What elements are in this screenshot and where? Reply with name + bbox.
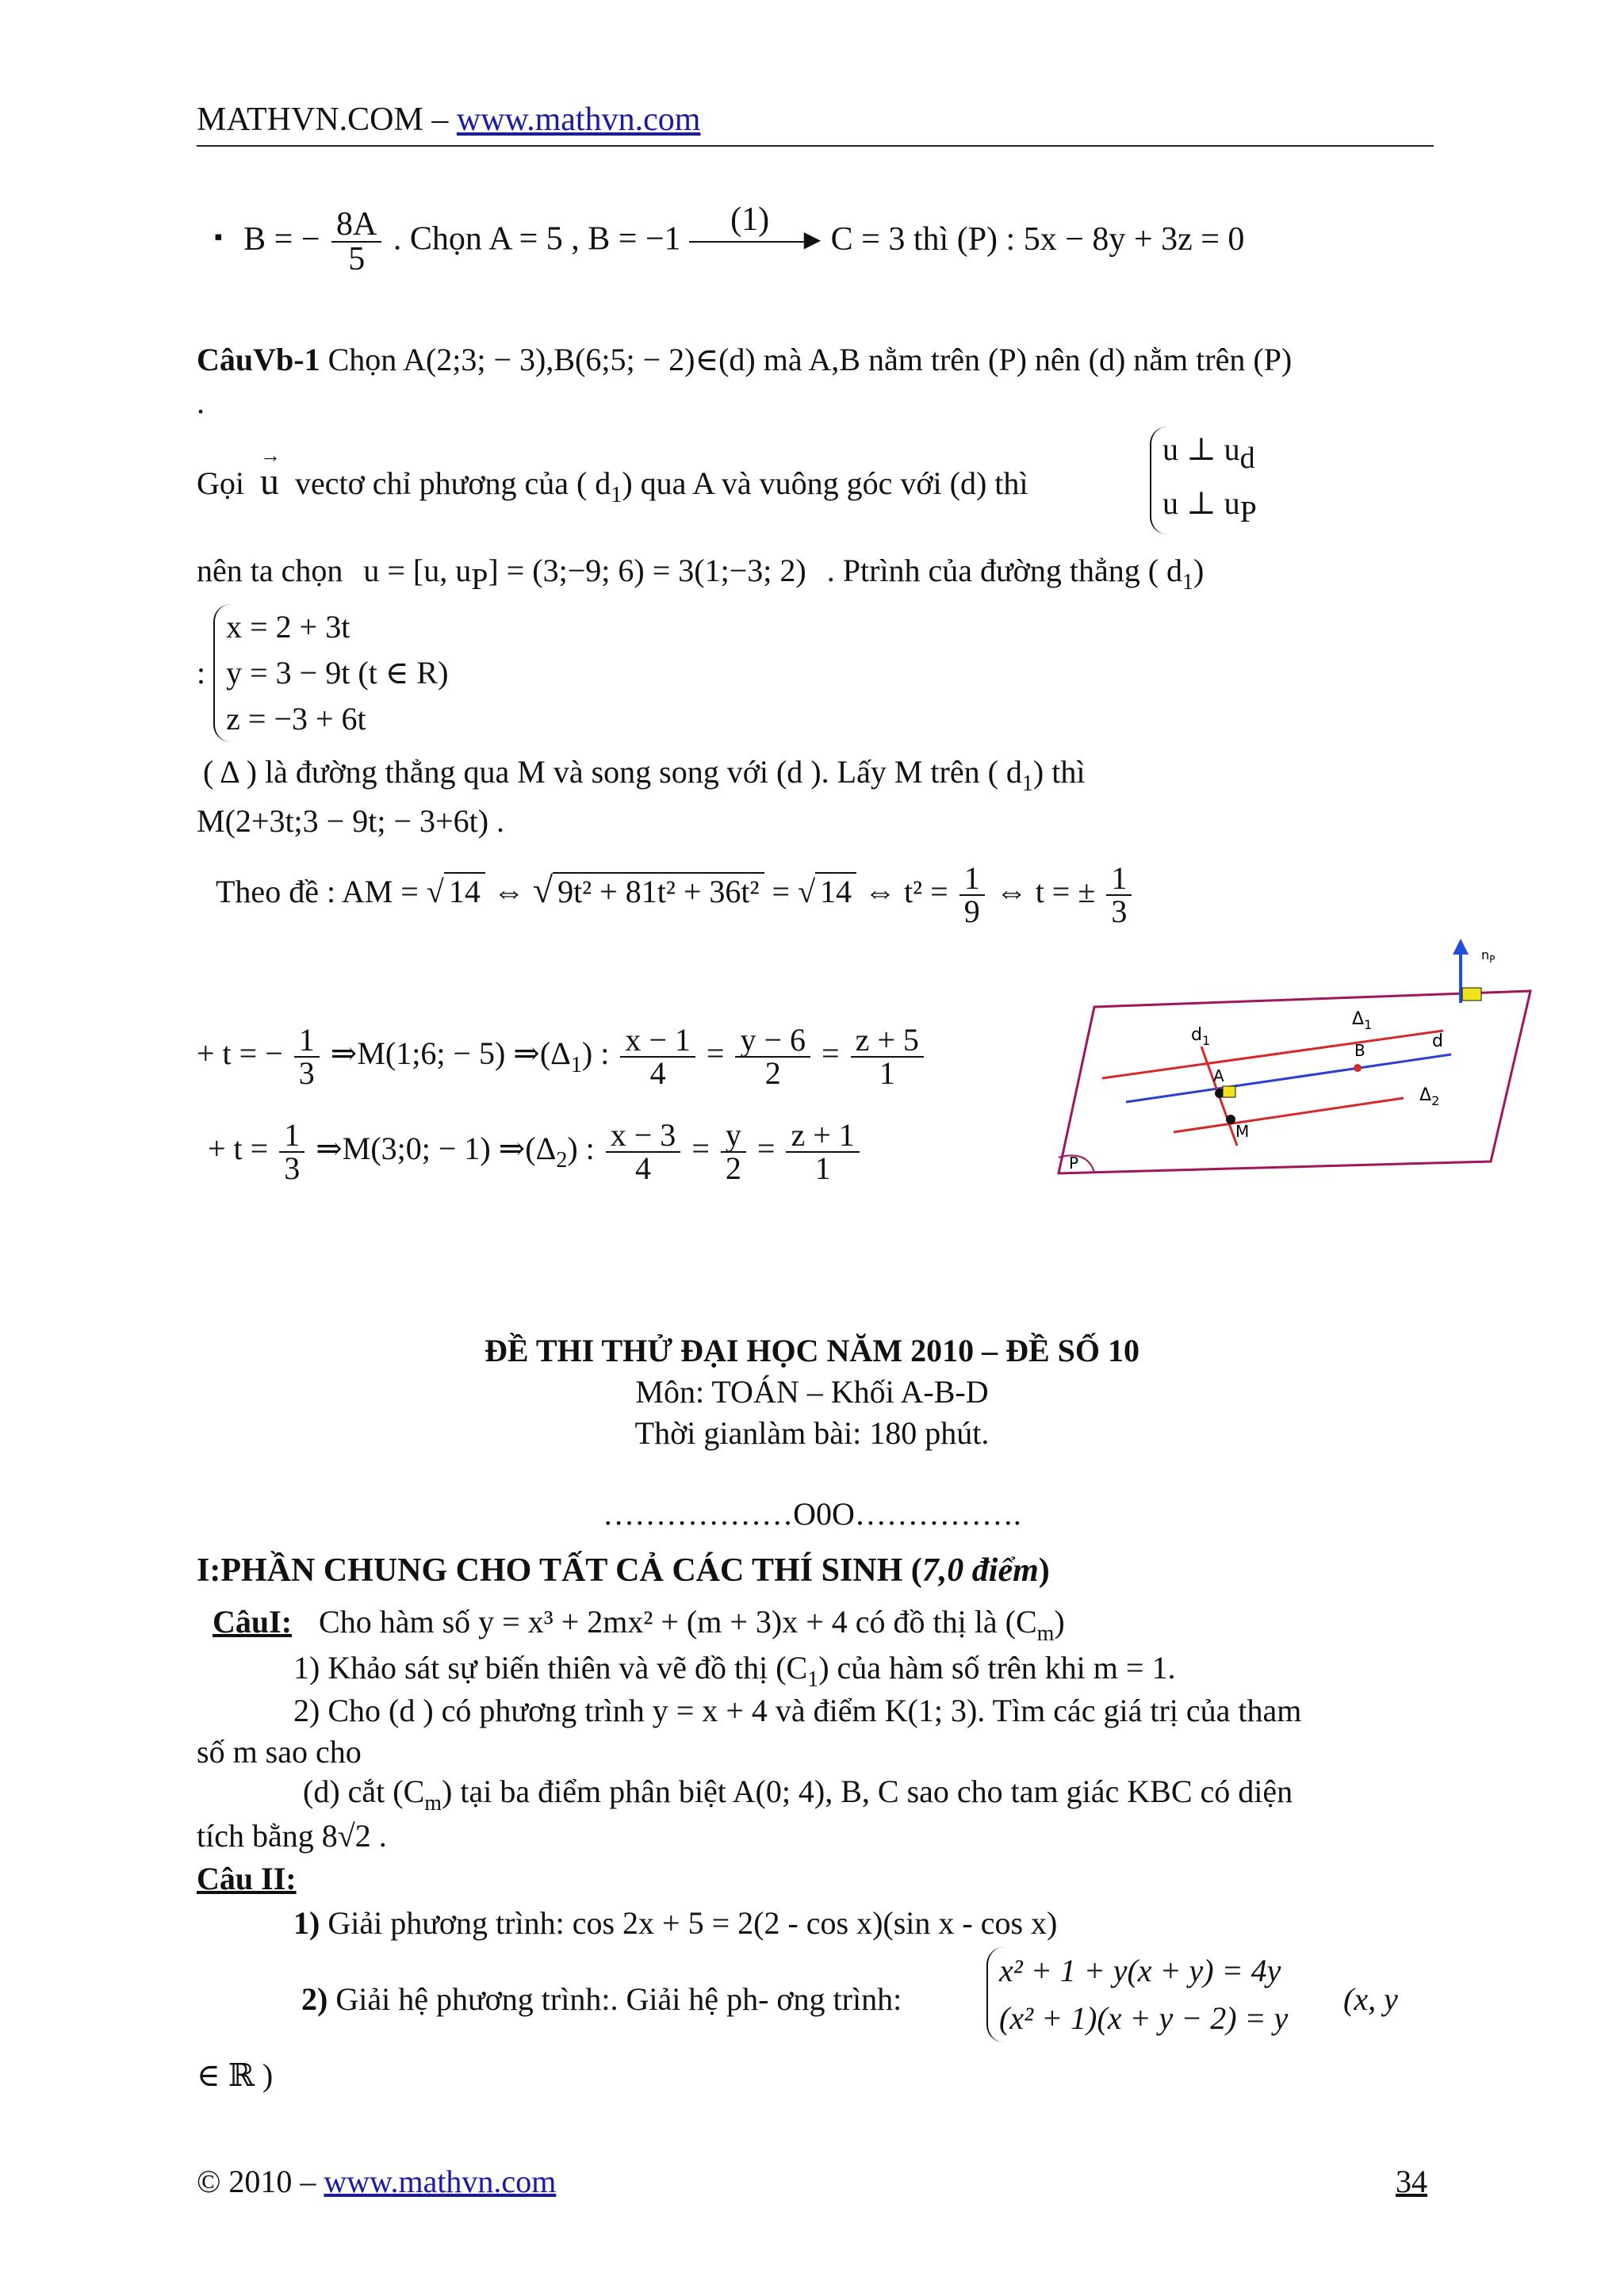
m-line: M(2+3t;3 − 9t; − 3+6t) .: [197, 803, 505, 839]
header-site: MATHVN.COM –: [197, 101, 457, 138]
choose-text: . Chọn A = 5 , B = −1: [393, 220, 681, 258]
exam-time: Thời gianlàm bài: 180 phút.: [634, 1415, 990, 1451]
b-equation: B = −: [243, 220, 320, 258]
page-footer: © 2010 – www.mathvn.com: [197, 2164, 557, 2199]
geometry-figure: [1047, 936, 1538, 1189]
line-b: [214, 201, 1245, 277]
line-d: [1126, 1054, 1451, 1102]
point-b: [1354, 1064, 1362, 1072]
label-d: d: [1432, 1031, 1443, 1051]
theo-de-line: Theo đề : AM = √ 14 ⇔ √ 9t² + 81t² + 36t² = √ 14 ⇔ t² = $\frac{1}{9}$ ⇔ t = ± $\frac{1}{3}$: [216, 863, 1135, 928]
normal-marker: [1462, 988, 1481, 1001]
cau-1-label: CâuI:: [213, 1604, 293, 1640]
fraction-8a-5: $\frac{8A}{5}$: [331, 208, 381, 276]
perp-system: u ⊥ ud u ⊥ uP: [1150, 427, 1257, 534]
cau-vb1-line: CâuVb-1 Chọn A(2;3; − 3),B(6;5; − 2)∈(d) mà A,B nằm trên (P) nên (d) nằm trên (P): [197, 342, 1293, 377]
plane-p: [1059, 991, 1530, 1173]
question-1-1: 1) Khảo sát sự biến thiên và vẽ đồ thị $(C_1)$ của hàm số trên khi m = 1.: [293, 1650, 1176, 1692]
delta-line: ( Δ ) là đường thẳng qua M và song song với (d ). Lấy M trên ( $d_1$) thì: [203, 754, 1086, 796]
goi-line: Gọi → u vectơ chỉ phương của ( $d_1$) qua A và vuông góc với (d) thì: [197, 463, 1028, 507]
label-np: $n_P$: [1481, 947, 1496, 965]
param-system: : x = 2 + 3t y = 3 − 9t (t ∈ R) z = −3 + 6t: [197, 604, 448, 742]
label-d1: $d_1$: [1191, 1025, 1211, 1048]
case-1-line: + t = − $\frac{1}{3}$ ⇒M(1;6; − 5) $\Rightarrow(\Delta_1)$ : $\frac{x - 1}{4}$ = $\frac{y - 6}{2}$ = $\frac{z + 5}{1}$: [197, 1024, 927, 1089]
exam-separator: ………………O0O…………….: [603, 1496, 1021, 1532]
header-link[interactable]: www.mathvn.com: [456, 101, 701, 138]
label-a: A: [1213, 1066, 1224, 1085]
label-delta-2: $\Delta_2$: [1419, 1085, 1440, 1108]
header-rule: [197, 145, 1434, 147]
question-1-2c: (d) cắt $(C_m)$ tại ba điểm phân biệt A(0; 4), B, C sao cho tam giác KBC có diện: [303, 1774, 1293, 1816]
cau-1-line: CâuI: Cho hàm số y = x³ + 2mx² + (m + 3)x + 4 có đồ thị là $(C_m)$: [213, 1604, 1065, 1646]
question-2-domain: (x, y: [1343, 1981, 1398, 2017]
plane-equation: C = 3 thì (P) : 5x − 8y + 3z = 0: [830, 220, 1245, 258]
implies-arrow: (1) ▶: [689, 241, 816, 243]
question-2-domain-end: ∈ ℝ ): [197, 2057, 274, 2093]
exam-subject: Môn: TOÁN – Khối A-B-D: [635, 1374, 989, 1410]
page-number: 34: [1396, 2164, 1427, 2199]
cau-vb1-label: CâuVb-1: [197, 342, 320, 377]
line-delta-2: [1174, 1098, 1404, 1132]
question-2-1: 1) Giải phương trình: cos 2x + 5 = 2(2 - cos x)(sin x - cos x): [293, 1905, 1058, 1941]
question-1-2a: 2) Cho (d ) có phương trình y = x + 4 và điểm K(1; 3). Tìm các giá trị của tham: [293, 1693, 1302, 1728]
question-2-system: x² + 1 + y(x + y) = 4y (x² + 1)(x + y − 2) = y: [986, 1947, 1288, 2042]
case-2-line: + t = $\frac{1}{3}$ ⇒M(3;0; − 1) $\Rightarrow(\Delta_2)$ : $\frac{x - 3}{4}$ = $\frac{y}{2}$ = $\frac{z + 1}{1}$: [208, 1119, 863, 1184]
cau-2-label: Câu II:: [197, 1861, 297, 1896]
bullet: ▪: [214, 224, 223, 251]
question-1-2b: số m sao cho: [197, 1734, 362, 1770]
right-angle-marker: [1223, 1086, 1235, 1097]
cross-product: u = [u, u: [363, 553, 472, 588]
point-m: [1226, 1115, 1235, 1124]
part-1-heading: I:PHẦN CHUNG CHO TẤT CẢ CÁC THÍ SINH (7,0 điểm): [197, 1552, 1050, 1589]
footer-link[interactable]: www.mathvn.com: [324, 2164, 557, 2199]
page-header: [197, 103, 700, 136]
label-b: B: [1354, 1041, 1365, 1060]
label-m: M: [1235, 1122, 1250, 1141]
chon-line: nên ta chọn u = [u, uP] = (3;−9; 6) = 3(1;−3; 2) . Ptrình của đường thẳng ( $d_1$): [197, 553, 1205, 596]
cau-vb1-dot: .: [197, 385, 205, 420]
question-2-2: 2) Giải hệ phương trình:. Giải hệ ph- ơng trình:: [301, 1981, 902, 2017]
vector-u: → u: [260, 463, 279, 501]
question-1-2d: tích bằng 8√2 .: [197, 1818, 387, 1854]
normal-arrowhead: [1453, 939, 1469, 955]
label-p: P: [1069, 1154, 1079, 1173]
line-delta-1: [1102, 1031, 1443, 1078]
exam-title: ĐỀ THI THỬ ĐẠI HỌC NĂM 2010 – ĐỀ SỐ 10: [484, 1333, 1139, 1368]
label-delta-1: $\Delta_1$: [1352, 1009, 1373, 1032]
